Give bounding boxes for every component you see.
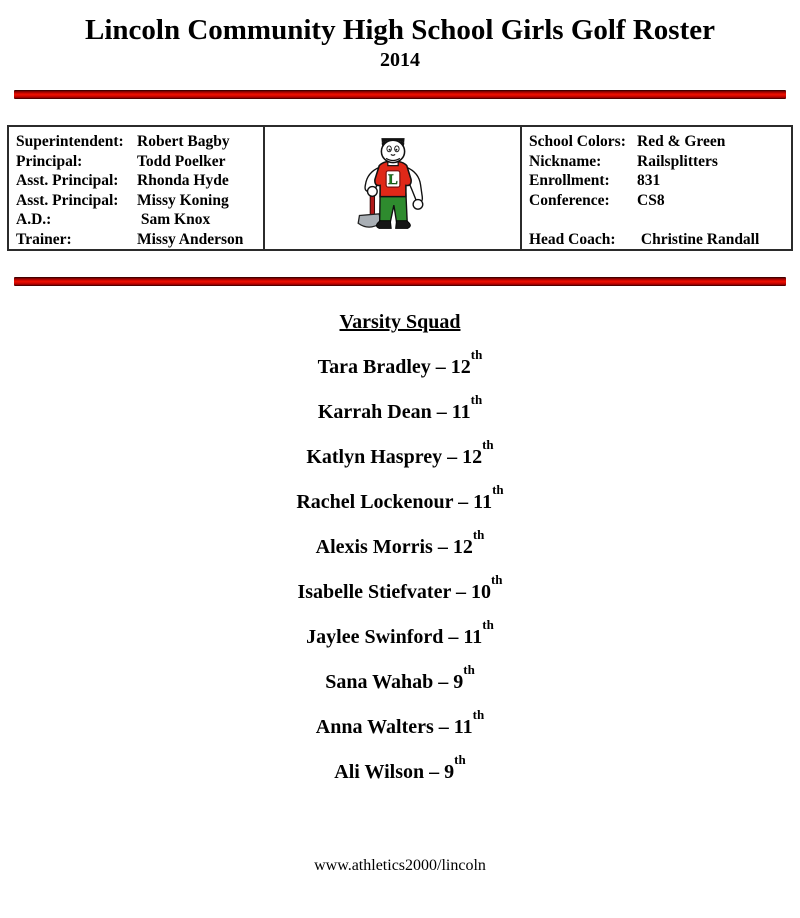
- blank-row: [529, 210, 787, 230]
- roster-item: [0, 481, 800, 514]
- roster-item: [0, 346, 800, 379]
- grade-superscript: th: [482, 436, 494, 452]
- grade-superscript: th: [472, 706, 485, 722]
- staff-row: [16, 152, 259, 172]
- roster-item: [0, 751, 800, 784]
- roster-heading: Varsity Squad: [339, 311, 461, 333]
- head-coach-value: Christine Randall: [637, 230, 760, 248]
- player-name-grade: Anna Walters – 11: [315, 716, 473, 738]
- staff-value: Rhonda Hyde: [137, 172, 229, 189]
- grade-superscript: th: [490, 571, 503, 587]
- player-name-grade: Jaylee Swinford – 11: [306, 626, 483, 648]
- divider-rule-bottom: [14, 277, 786, 286]
- school-row: [529, 152, 787, 172]
- page-title: Lincoln Community High School Girls Golf Roster: [85, 14, 715, 46]
- player-name-grade: Isabelle Stiefvater – 10: [297, 581, 491, 603]
- school-label: Conference:: [529, 191, 610, 209]
- mascot-pants: [379, 193, 407, 221]
- roster-item: [0, 436, 800, 469]
- divider-rule-top: [14, 90, 786, 99]
- railsplitter-mascot-image: [350, 132, 436, 244]
- school-value: CS8: [637, 191, 665, 209]
- grade-superscript: th: [463, 661, 475, 677]
- staff-value: Sam Knox: [137, 211, 211, 228]
- grade-superscript: th: [454, 751, 466, 767]
- staff-value: Missy Koning: [137, 191, 229, 209]
- mascot-panel: [263, 125, 522, 251]
- school-row: [529, 191, 787, 211]
- player-name-grade: Rachel Lockenour – 11: [296, 491, 493, 513]
- school-panel: [520, 125, 793, 251]
- staff-value: Todd Poelker: [137, 152, 226, 170]
- staff-row: [16, 191, 259, 211]
- staff-label: A.D.:: [16, 211, 52, 228]
- staff-label: Asst. Principal:: [16, 172, 119, 189]
- school-row: [529, 132, 787, 152]
- staff-value: Missy Anderson: [137, 230, 244, 248]
- roster-item: [0, 661, 800, 694]
- school-value: 831: [637, 172, 661, 189]
- player-name-grade: Alexis Morris – 12: [315, 536, 473, 558]
- grade-superscript: th: [492, 481, 504, 497]
- page-year: 2014: [380, 49, 420, 71]
- mascot-shoes: [376, 221, 391, 229]
- roster-item: [0, 391, 800, 424]
- footer-url: www.athletics2000/lincoln: [314, 857, 486, 874]
- staff-label: Trainer:: [16, 230, 72, 248]
- staff-row: [16, 230, 259, 250]
- roster-item: [0, 526, 800, 559]
- staff-row: [16, 210, 259, 230]
- head-coach-label: Head Coach:: [529, 230, 616, 248]
- head-coach-row: [529, 230, 787, 250]
- mascot-letter: L: [387, 172, 398, 189]
- staff-row: [16, 132, 259, 152]
- roster-item: [0, 571, 800, 604]
- info-box: [7, 125, 793, 251]
- staff-label: Principal:: [16, 152, 83, 170]
- player-name-grade: Karrah Dean – 11: [317, 401, 471, 423]
- school-value: Railsplitters: [637, 152, 718, 170]
- staff-label: Asst. Principal:: [16, 191, 119, 209]
- grade-superscript: th: [482, 616, 494, 632]
- player-name-grade: Ali Wilson – 9: [334, 761, 455, 783]
- staff-value: Robert Bagby: [137, 133, 230, 150]
- staff-label: Superintendent:: [16, 133, 124, 150]
- roster-list: [0, 346, 800, 784]
- school-row: [529, 171, 787, 191]
- school-label: School Colors:: [529, 133, 626, 150]
- player-name-grade: Katlyn Hasprey – 12: [306, 446, 483, 468]
- player-name-grade: Sana Wahab – 9: [325, 671, 464, 693]
- school-label: Enrollment:: [529, 172, 610, 189]
- player-name-grade: Tara Bradley – 12: [317, 356, 471, 378]
- roster-item: [0, 616, 800, 649]
- roster-item: [0, 706, 800, 739]
- grade-superscript: th: [470, 346, 483, 362]
- grade-superscript: th: [472, 526, 485, 542]
- grade-superscript: th: [470, 391, 483, 407]
- school-label: Nickname:: [529, 152, 602, 170]
- staff-row: [16, 171, 259, 191]
- staff-panel: [7, 125, 265, 251]
- school-value: Red & Green: [637, 133, 726, 150]
